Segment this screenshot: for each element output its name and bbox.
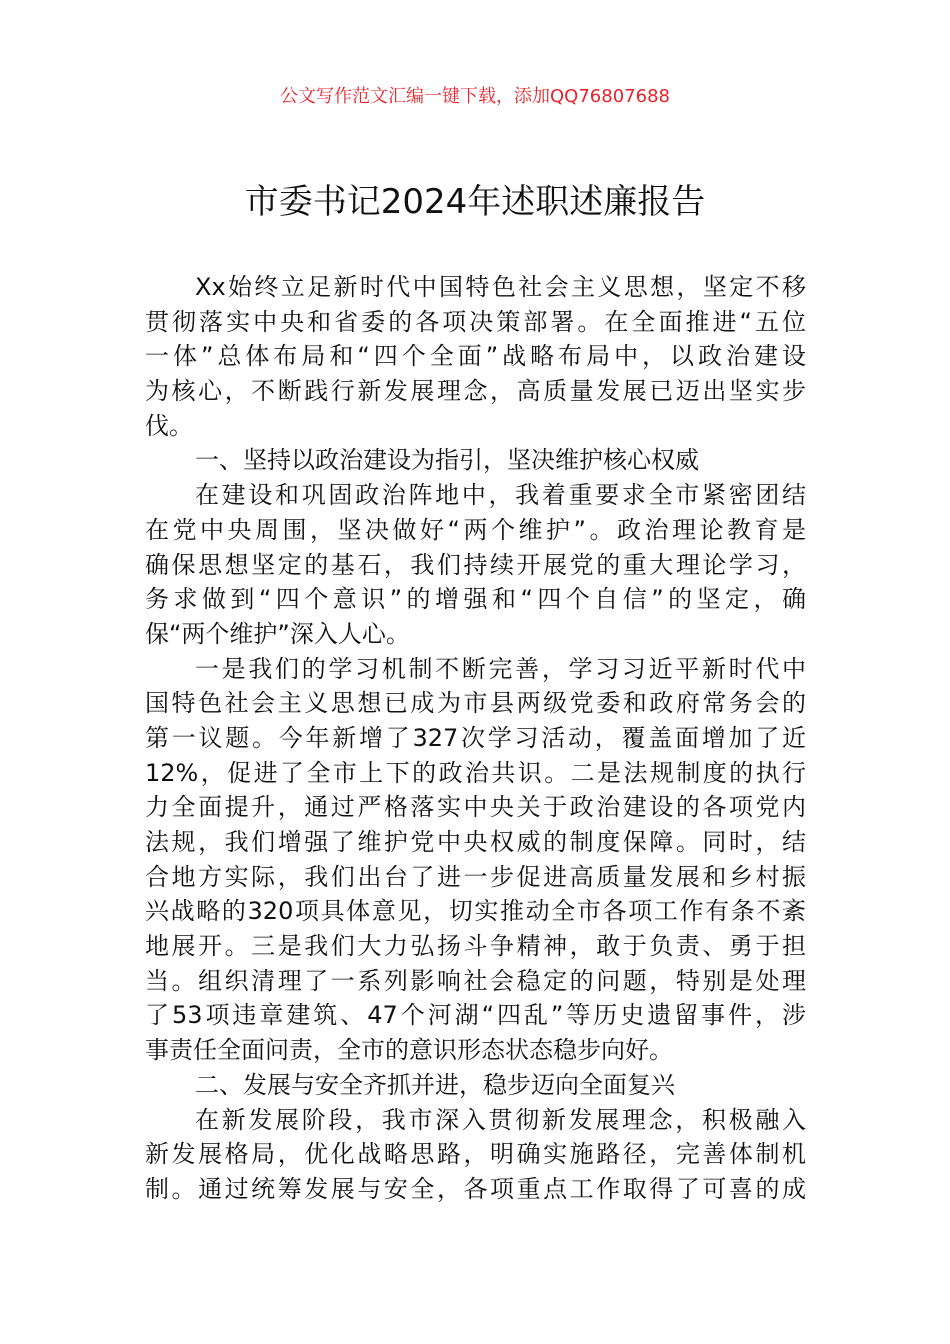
text-line: 第一议题。今年新增了327次学习活动，覆盖面增加了近 bbox=[145, 723, 806, 752]
text-line: 一、坚持以政治建设为指引，坚决维护核心权威 bbox=[195, 446, 699, 475]
text-line: 12%，促进了全市上下的政治共识。二是法规制度的执行 bbox=[145, 758, 806, 787]
text-line: 地展开。三是我们大力弘扬斗争精神，敢于负责、勇于担 bbox=[145, 932, 806, 961]
text-line: 一体”总体布局和“四个全面”战略布局中，以政治建设 bbox=[145, 342, 806, 371]
text-line: 保“两个维护”深入人心。 bbox=[145, 619, 410, 648]
text-line: 国特色社会主义思想已成为市县两级党委和政府常务会的 bbox=[145, 689, 806, 718]
watermark-banner: 公文写作范文汇编一键下载，添加QQ76807688 bbox=[280, 86, 670, 107]
text-line: 为核心，不断践行新发展理念，高质量发展已迈出坚实步 bbox=[145, 377, 806, 406]
paragraph bbox=[145, 270, 806, 443]
text-line: 制。通过统筹发展与安全，各项重点工作取得了可喜的成 bbox=[145, 1174, 806, 1203]
text-line: 力全面提升，通过严格落实中央关于政治建设的各项党内 bbox=[145, 793, 806, 822]
text-line: 二、发展与安全齐抓并进，稳步迈向全面复兴 bbox=[195, 1070, 675, 1099]
section-heading bbox=[145, 1068, 806, 1103]
document-body bbox=[145, 270, 806, 1207]
text-line: 务求做到“四个意识”的增强和“四个自信”的坚定，确 bbox=[145, 585, 806, 614]
section-heading bbox=[145, 443, 806, 478]
text-line: 当。组织清理了一系列影响社会稳定的问题，特别是处理 bbox=[145, 966, 806, 995]
paragraph bbox=[145, 652, 806, 1068]
text-line: 在新发展阶段，我市深入贯彻新发展理念，积极融入 bbox=[195, 1105, 806, 1134]
document-title: 市委书记2024年述职述廉报告 bbox=[244, 182, 706, 222]
text-line: 合地方实际，我们出台了进一步促进高质量发展和乡村振 bbox=[145, 862, 806, 891]
text-line: 新发展格局，优化战略思路，明确实施路径，完善体制机 bbox=[145, 1140, 806, 1169]
text-line: 事责任全面问责，全市的意识形态状态稳步向好。 bbox=[145, 1036, 673, 1065]
text-line: 贯彻落实中央和省委的各项决策部署。在全面推进“五位 bbox=[145, 307, 806, 336]
text-line: 兴战略的320项具体意见，切实推动全市各项工作有条不紊 bbox=[145, 897, 806, 926]
text-line: 在党中央周围，坚决做好“两个维护”。政治理论教育是 bbox=[145, 515, 806, 544]
paragraph bbox=[145, 1103, 806, 1207]
text-line: 在建设和巩固政治阵地中，我着重要求全市紧密团结 bbox=[195, 481, 806, 510]
text-line: 伐。 bbox=[145, 411, 193, 440]
text-line: 一是我们的学习机制不断完善，学习习近平新时代中 bbox=[195, 654, 806, 683]
text-line: Xx始终立足新时代中国特色社会主义思想，坚定不移 bbox=[195, 273, 806, 301]
text-line: 确保思想坚定的基石，我们持续开展党的重大理论学习， bbox=[145, 550, 806, 579]
text-line: 了53项违章建筑、47个河湖“四乱”等历史遗留事件，涉 bbox=[145, 1001, 806, 1030]
text-line: 法规，我们增强了维护党中央权威的制度保障。同时，结 bbox=[145, 828, 806, 856]
paragraph bbox=[145, 478, 806, 651]
